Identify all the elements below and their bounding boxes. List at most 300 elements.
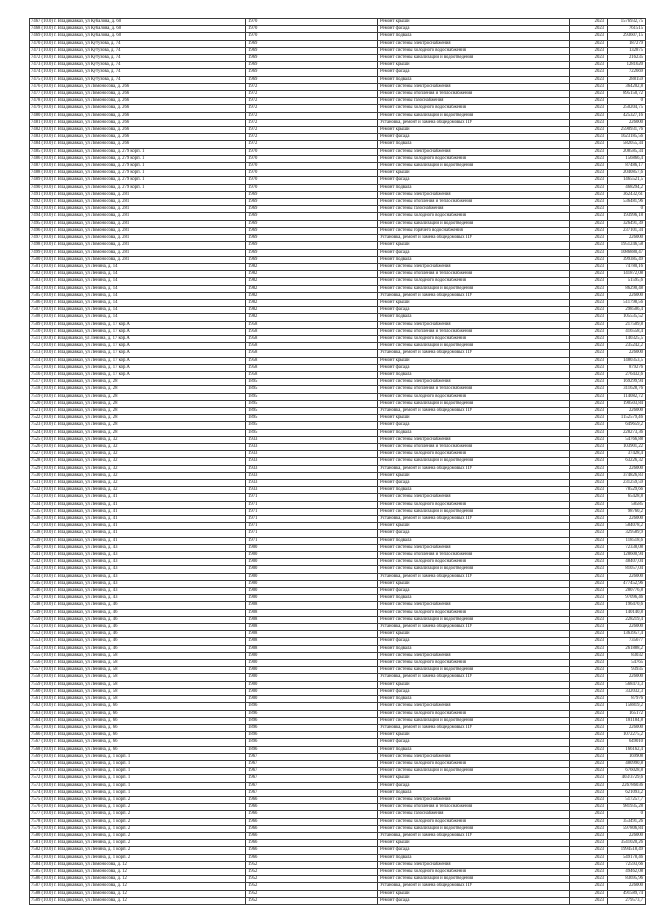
cost-cell: 165172 [608, 710, 646, 717]
work-type-cell: Ремонт фасада [378, 688, 570, 695]
work-type-cell: Ремонт крыши [378, 62, 570, 69]
table-row [30, 170, 646, 177]
build-year-cell: 1900 [246, 595, 378, 602]
work-type-cell: Ремонт фасада [378, 739, 570, 746]
table-row [30, 566, 646, 573]
build-year-cell: 1972 [246, 105, 378, 112]
build-year-cell: 1982 [246, 292, 378, 299]
work-type-cell: Ремонт системы канализации и водоотведения [378, 400, 570, 407]
cost-cell: 226000 [608, 292, 646, 299]
build-year-cell: 1969 [246, 256, 378, 263]
address-cell: 7588 (10.0) г. Владикавказ, ул Ломоносова, д. 12 [30, 890, 246, 897]
plan-year-cell: 2023 [570, 83, 608, 90]
cost-cell: 226000 [608, 832, 646, 839]
work-type-cell: Установка, ремонт и замена общедомовых ПУ [378, 516, 570, 523]
address-cell: 7489 (10.0) г. Владикавказ, ул Ломоносова, д. 279 корп. 1 [30, 177, 246, 184]
cost-cell: 568473,3 [608, 681, 646, 688]
work-type-cell: Ремонт системы электроснабжения [378, 436, 570, 443]
address-cell: 7471 (10.0) г. Владикавказ, ул Кутузова, д. 74 [30, 47, 246, 54]
address-cell: 7573 (10.0) г. Владикавказ, ул Ленина, д. 1 корп. 1 [30, 782, 246, 789]
plan-year-cell: 2023 [570, 660, 608, 667]
build-year-cell: 1958 [246, 321, 378, 328]
work-type-cell: Установка, ремонт и замена общедомовых ПУ [378, 883, 570, 890]
plan-year-cell: 2023 [570, 55, 608, 62]
work-type-cell: Ремонт системы холодного водоснабжения [378, 47, 570, 54]
table-row [30, 343, 646, 350]
table-row [30, 652, 646, 659]
cost-cell: 1951246,58 [608, 242, 646, 249]
work-type-cell: Ремонт системы электроснабжения [378, 602, 570, 609]
plan-year-cell: 2023 [570, 285, 608, 292]
work-type-cell: Ремонт фасада [378, 422, 570, 429]
work-type-cell: Ремонт крыши [378, 415, 570, 422]
table-row [30, 393, 646, 400]
cost-cell: 93935 [608, 667, 646, 674]
cost-cell: 81057,04 [608, 566, 646, 573]
build-year-cell: 1952 [246, 876, 378, 883]
work-type-cell: Ремонт крыши [378, 19, 570, 26]
work-type-cell: Ремонт подвала [378, 141, 570, 148]
address-cell: 7494 (10.0) г. Владикавказ, ул Ломоносова, д. 281 [30, 213, 246, 220]
work-type-cell: Ремонт системы канализации и водоотведения [378, 876, 570, 883]
build-year-cell: 1958 [246, 335, 378, 342]
build-year-cell: 1958 [246, 343, 378, 350]
address-cell: 7589 (10.0) г. Владикавказ, ул Ломоносова, д. 12 [30, 897, 246, 904]
plan-year-cell: 2023 [570, 314, 608, 321]
work-type-cell: Ремонт фасада [378, 897, 570, 904]
table-row [30, 660, 646, 667]
cost-cell: 87976 [608, 696, 646, 703]
table-row [30, 883, 646, 890]
table-row [30, 177, 646, 184]
table-row [30, 191, 646, 198]
plan-year-cell: 2023 [570, 645, 608, 652]
address-cell: 7551 (10.0) г. Владикавказ, ул Ленина, д. 46 [30, 624, 246, 631]
work-type-cell: Ремонт крыши [378, 299, 570, 306]
work-type-cell: Ремонт фасада [378, 480, 570, 487]
plan-year-cell: 2023 [570, 386, 608, 393]
cost-cell: 226000 [608, 674, 646, 681]
work-type-cell: Ремонт системы холодного водоснабжения [378, 451, 570, 458]
address-cell: 7486 (10.0) г. Владикавказ, ул Ломоносова, д. 279 корп. 1 [30, 155, 246, 162]
address-cell: 7553 (10.0) г. Владикавказ, ул Ленина, д. 46 [30, 638, 246, 645]
plan-year-cell: 2023 [570, 407, 608, 414]
build-year-cell: 1896 [246, 732, 378, 739]
plan-year-cell: 2023 [570, 631, 608, 638]
work-type-cell: Ремонт подвала [378, 487, 570, 494]
address-cell: 7547 (10.0) г. Владикавказ, ул Ленина, д. 43 [30, 595, 246, 602]
work-type-cell: Ремонт фасада [378, 134, 570, 141]
address-cell: 7549 (10.0) г. Владикавказ, ул Ленина, д. 46 [30, 609, 246, 616]
table-row [30, 768, 646, 775]
plan-year-cell: 2023 [570, 681, 608, 688]
work-type-cell: Установка, ремонт и замена общедомовых ПУ [378, 573, 570, 580]
address-cell: 7506 (10.0) г. Владикавказ, ул Ленина, д. 14 [30, 299, 246, 306]
table-row [30, 357, 646, 364]
cost-cell: 261888,2 [608, 645, 646, 652]
build-year-cell: 1900 [246, 660, 378, 667]
cost-cell: 879276 [608, 364, 646, 371]
build-year-cell: 1896 [246, 746, 378, 753]
plan-year-cell: 2023 [570, 429, 608, 436]
build-year-cell: 1982 [246, 307, 378, 314]
work-type-cell: Ремонт системы газоснабжения [378, 206, 570, 213]
plan-year-cell: 2023 [570, 62, 608, 69]
address-cell: 7476 (10.0) г. Владикавказ, ул Ломоносова, д. 266 [30, 83, 246, 90]
address-cell: 7574 (10.0) г. Владикавказ, ул Ленина, д. 1 корп. 1 [30, 789, 246, 796]
build-year-cell: 1933 [246, 458, 378, 465]
plan-year-cell: 2023 [570, 710, 608, 717]
address-cell: 7480 (10.0) г. Владикавказ, ул Ломоносова, д. 266 [30, 112, 246, 119]
address-cell: 7528 (10.0) г. Владикавказ, ул Ленина, д. 32 [30, 458, 246, 465]
table-row [30, 559, 646, 566]
plan-year-cell: 2023 [570, 732, 608, 739]
build-year-cell: 1982 [246, 271, 378, 278]
table-row [30, 249, 646, 256]
build-year-cell: 1967 [246, 789, 378, 796]
address-cell: 7563 (10.0) г. Владикавказ, ул Ленина, д. 66 [30, 710, 246, 717]
address-cell: 7565 (10.0) г. Владикавказ, ул Ленина, д. 66 [30, 724, 246, 731]
build-year-cell: 1900 [246, 681, 378, 688]
work-type-cell: Ремонт системы канализации и водоотведения [378, 458, 570, 465]
address-cell: 7536 (10.0) г. Владикавказ, ул Ленина, д. 41 [30, 516, 246, 523]
table-row [30, 573, 646, 580]
build-year-cell: 1966 [246, 832, 378, 839]
plan-year-cell: 2023 [570, 638, 608, 645]
build-year-cell: 1972 [246, 127, 378, 134]
build-year-cell: 1970 [246, 163, 378, 170]
table-row [30, 631, 646, 638]
table-row [30, 544, 646, 551]
plan-year-cell: 2023 [570, 724, 608, 731]
cost-cell: 1363957,4 [608, 631, 646, 638]
work-type-cell: Ремонт крыши [378, 681, 570, 688]
plan-year-cell: 2023 [570, 472, 608, 479]
table-row [30, 371, 646, 378]
address-cell: 7481 (10.0) г. Владикавказ, ул Ломоносова, д. 266 [30, 119, 246, 126]
cost-cell: 276432,6 [608, 371, 646, 378]
table-row [30, 386, 646, 393]
plan-year-cell: 2023 [570, 40, 608, 47]
table-row [30, 602, 646, 609]
plan-year-cell: 2023 [570, 566, 608, 573]
plan-year-cell: 2023 [570, 861, 608, 868]
plan-year-cell: 2023 [570, 688, 608, 695]
work-type-cell: Ремонт системы холодного водоснабжения [378, 660, 570, 667]
build-year-cell: 1972 [246, 98, 378, 105]
work-type-cell: Ремонт системы канализации и водоотведения [378, 112, 570, 119]
repair-program-table [29, 18, 646, 905]
address-cell: 7532 (10.0) г. Владикавказ, ул Ленина, д. 32 [30, 487, 246, 494]
cost-cell: 584078,2 [608, 523, 646, 530]
build-year-cell: 1933 [246, 480, 378, 487]
build-year-cell: 1958 [246, 364, 378, 371]
address-cell: 7491 (10.0) г. Владикавказ, ул Ломоносова, д. 281 [30, 191, 246, 198]
plan-year-cell: 2023 [570, 242, 608, 249]
cost-cell: 399385,49 [608, 256, 646, 263]
cost-cell: 1086880,47 [608, 249, 646, 256]
build-year-cell: 1970 [246, 33, 378, 40]
cost-cell: 981935,28 [608, 804, 646, 811]
address-cell: 7552 (10.0) г. Владикавказ, ул Ленина, д. 46 [30, 631, 246, 638]
address-cell: 7469 (10.0) г. Владикавказ, ул Кубалова, д. 60 [30, 33, 246, 40]
table-row [30, 400, 646, 407]
address-cell: 7585 (10.0) г. Владикавказ, ул Ломоносова, д. 12 [30, 868, 246, 875]
table-row [30, 523, 646, 530]
table-row [30, 307, 646, 314]
cost-cell: 226786036 [608, 782, 646, 789]
cost-cell: 298506,4 [608, 307, 646, 314]
table-row [30, 184, 646, 191]
address-cell: 7511 (10.0) г. Владикавказ, ул Ленина, д. 17 кор.А [30, 335, 246, 342]
plan-year-cell: 2023 [570, 170, 608, 177]
table-row [30, 595, 646, 602]
build-year-cell: 1896 [246, 724, 378, 731]
table-row [30, 458, 646, 465]
plan-year-cell: 2023 [570, 307, 608, 314]
plan-year-cell: 2023 [570, 371, 608, 378]
table-row [30, 717, 646, 724]
address-cell: 7479 (10.0) г. Владикавказ, ул Ломоносова, д. 266 [30, 105, 246, 112]
work-type-cell: Ремонт подвала [378, 595, 570, 602]
build-year-cell: 1933 [246, 443, 378, 450]
build-year-cell: 1969 [246, 249, 378, 256]
work-type-cell: Ремонт фасада [378, 26, 570, 33]
table-row [30, 804, 646, 811]
address-cell: 7485 (10.0) г. Владикавказ, ул Ломоносова, д. 279 корп. 1 [30, 148, 246, 155]
build-year-cell: 1896 [246, 703, 378, 710]
table-row [30, 638, 646, 645]
build-year-cell: 1908 [246, 624, 378, 631]
plan-year-cell: 2023 [570, 487, 608, 494]
address-cell: 7539 (10.0) г. Владикавказ, ул Ленина, д. 41 [30, 537, 246, 544]
build-year-cell: 1969 [246, 76, 378, 83]
build-year-cell: 1895 [246, 422, 378, 429]
cost-cell: 722669 [608, 69, 646, 76]
table-row [30, 775, 646, 782]
cost-cell: 128600,94 [608, 552, 646, 559]
address-cell: 7502 (10.0) г. Владикавказ, ул Ленина, д. 14 [30, 271, 246, 278]
cost-cell: 72593,66 [608, 861, 646, 868]
plan-year-cell: 2023 [570, 199, 608, 206]
table-row [30, 163, 646, 170]
build-year-cell: 1895 [246, 415, 378, 422]
cost-cell: 114082,72 [608, 393, 646, 400]
cost-cell: 468294,2 [608, 184, 646, 191]
build-year-cell: 1933 [246, 451, 378, 458]
build-year-cell: 1969 [246, 40, 378, 47]
table-row [30, 494, 646, 501]
cost-cell: 582055,34 [608, 141, 646, 148]
build-year-cell: 1933 [246, 487, 378, 494]
cost-cell: 3541020,26 [608, 840, 646, 847]
cost-cell: 362432,61 [608, 191, 646, 198]
cost-cell: 226000 [608, 624, 646, 631]
table-row [30, 321, 646, 328]
build-year-cell: 1982 [246, 299, 378, 306]
work-type-cell: Установка, ремонт и замена общедомовых ПУ [378, 832, 570, 839]
table-row [30, 588, 646, 595]
plan-year-cell: 2023 [570, 868, 608, 875]
build-year-cell: 1895 [246, 386, 378, 393]
address-cell: 7586 (10.0) г. Владикавказ, ул Ломоносова, д. 12 [30, 876, 246, 883]
build-year-cell: 1966 [246, 804, 378, 811]
cost-cell: 103901,22 [608, 443, 646, 450]
address-cell: 7582 (10.0) г. Владикавказ, ул Ленина, д. 1 корп. 2 [30, 847, 246, 854]
build-year-cell: 1900 [246, 559, 378, 566]
build-year-cell: 1900 [246, 688, 378, 695]
table-row [30, 55, 646, 62]
table-row [30, 278, 646, 285]
cost-cell: 226000 [608, 724, 646, 731]
address-cell: 7587 (10.0) г. Владикавказ, ул Ломоносова, д. 12 [30, 883, 246, 890]
address-cell: 7554 (10.0) г. Владикавказ, ул Ленина, д. 46 [30, 645, 246, 652]
cost-cell: 491589,74 [608, 890, 646, 897]
work-type-cell: Ремонт фасада [378, 638, 570, 645]
address-cell: 7546 (10.0) г. Владикавказ, ул Ленина, д. 43 [30, 588, 246, 595]
address-cell: 7567 (10.0) г. Владикавказ, ул Ленина, д. 66 [30, 739, 246, 746]
work-type-cell: Ремонт системы газоснабжения [378, 811, 570, 818]
build-year-cell: 1933 [246, 472, 378, 479]
cost-cell: 158819,2 [608, 703, 646, 710]
table-row [30, 263, 646, 270]
work-type-cell: Ремонт подвала [378, 429, 570, 436]
cost-cell: 78529,66 [608, 487, 646, 494]
build-year-cell: 1908 [246, 631, 378, 638]
address-cell: 7558 (10.0) г. Владикавказ, ул Ленина, д. 58 [30, 674, 246, 681]
cost-cell: 311628,76 [608, 386, 646, 393]
table-row [30, 328, 646, 335]
build-year-cell: 1908 [246, 616, 378, 623]
plan-year-cell: 2023 [570, 840, 608, 847]
plan-year-cell: 2023 [570, 155, 608, 162]
work-type-cell: Ремонт системы канализации и водоотведения [378, 508, 570, 515]
plan-year-cell: 2023 [570, 335, 608, 342]
address-cell: 7557 (10.0) г. Владикавказ, ул Ленина, д. 58 [30, 667, 246, 674]
build-year-cell: 1970 [246, 19, 378, 26]
address-cell: 7564 (10.0) г. Владикавказ, ул Ленина, д. 66 [30, 717, 246, 724]
cost-cell: 250204,75 [608, 105, 646, 112]
build-year-cell: 1908 [246, 609, 378, 616]
build-year-cell: 1966 [246, 818, 378, 825]
build-year-cell: 1970 [246, 26, 378, 33]
address-cell: 7492 (10.0) г. Владикавказ, ул Ломоносова, д. 281 [30, 199, 246, 206]
table-row [30, 876, 646, 883]
cost-cell: 2590931,76 [608, 127, 646, 134]
cost-cell: 0 [608, 98, 646, 105]
plan-year-cell: 2023 [570, 206, 608, 213]
plan-year-cell: 2023 [570, 357, 608, 364]
address-cell: 7555 (10.0) г. Владикавказ, ул Ленина, д. 58 [30, 652, 246, 659]
plan-year-cell: 2023 [570, 127, 608, 134]
work-type-cell: Ремонт системы канализации и водоотведения [378, 566, 570, 573]
cost-cell: 98760,2 [608, 508, 646, 515]
work-type-cell: Установка, ремонт и замена общедомовых ПУ [378, 350, 570, 357]
cost-cell: 403/3729,6 [608, 775, 646, 782]
table-row [30, 667, 646, 674]
plan-year-cell: 2023 [570, 847, 608, 854]
address-cell: 7524 (10.0) г. Владикавказ, ул Ленина, д. 28 [30, 429, 246, 436]
plan-year-cell: 2023 [570, 811, 608, 818]
cost-cell: 83695,96 [608, 876, 646, 883]
plan-year-cell: 2023 [570, 753, 608, 760]
cost-cell: 1465521,5 [608, 177, 646, 184]
work-type-cell: Ремонт системы канализации и водоотведения [378, 717, 570, 724]
table-row [30, 645, 646, 652]
build-year-cell: 1967 [246, 768, 378, 775]
work-type-cell: Ремонт крыши [378, 890, 570, 897]
address-cell: 7478 (10.0) г. Владикавказ, ул Ломоносова, д. 266 [30, 98, 246, 105]
address-cell: 7584 (10.0) г. Владикавказ, ул Ломоносова, д. 12 [30, 861, 246, 868]
work-type-cell: Ремонт системы канализации и водоотведения [378, 285, 570, 292]
work-type-cell: Установка, ремонт и замена общедомовых ПУ [378, 465, 570, 472]
address-cell: 7525 (10.0) г. Владикавказ, ул Ленина, д. 32 [30, 436, 246, 443]
document-sheet [29, 18, 643, 905]
table-row [30, 379, 646, 386]
table-row [30, 19, 646, 26]
work-type-cell: Ремонт крыши [378, 127, 570, 134]
work-type-cell: Ремонт фасада [378, 847, 570, 854]
address-cell: 7482 (10.0) г. Владикавказ, ул Ломоносова, д. 266 [30, 127, 246, 134]
table-row [30, 710, 646, 717]
build-year-cell: 1966 [246, 825, 378, 832]
work-type-cell: Ремонт системы отопления и теплоснабжения [378, 328, 570, 335]
table-row [30, 674, 646, 681]
table-row [30, 40, 646, 47]
cost-cell: 63226,32 [608, 458, 646, 465]
build-year-cell: 1982 [246, 278, 378, 285]
address-cell: 7483 (10.0) г. Владикавказ, ул Ломоносова, д. 266 [30, 134, 246, 141]
address-cell: 7560 (10.0) г. Владикавказ, ул Ленина, д. 58 [30, 688, 246, 695]
table-row [30, 436, 646, 443]
table-row [30, 26, 646, 33]
address-cell: 7572 (10.0) г. Владикавказ, ул Ленина, д. 1 корп. 1 [30, 775, 246, 782]
build-year-cell: 1900 [246, 552, 378, 559]
table-row [30, 91, 646, 98]
work-type-cell: Ремонт системы электроснабжения [378, 263, 570, 270]
work-type-cell: Ремонт крыши [378, 840, 570, 847]
build-year-cell: 1958 [246, 350, 378, 357]
cost-cell: 208585,34 [608, 148, 646, 155]
build-year-cell: 1908 [246, 645, 378, 652]
cost-cell: 477452,96 [608, 580, 646, 587]
build-year-cell: 1970 [246, 148, 378, 155]
plan-year-cell: 2023 [570, 552, 608, 559]
plan-year-cell: 2023 [570, 76, 608, 83]
address-cell: 7523 (10.0) г. Владикавказ, ул Ленина, д. 28 [30, 422, 246, 429]
plan-year-cell: 2023 [570, 458, 608, 465]
build-year-cell: 1895 [246, 429, 378, 436]
table-row [30, 227, 646, 234]
cost-cell: 1576932,75 [608, 19, 646, 26]
table-row [30, 422, 646, 429]
table-row [30, 98, 646, 105]
build-year-cell: 1966 [246, 811, 378, 818]
plan-year-cell: 2023 [570, 263, 608, 270]
work-type-cell: Ремонт крыши [378, 631, 570, 638]
table-row [30, 732, 646, 739]
table-row [30, 148, 646, 155]
cost-cell: 374826,83 [608, 472, 646, 479]
plan-year-cell: 2023 [570, 33, 608, 40]
plan-year-cell: 2023 [570, 235, 608, 242]
cost-cell: 132875 [608, 47, 646, 54]
work-type-cell: Ремонт системы канализации и водоотведения [378, 55, 570, 62]
cost-cell: 480990,8 [608, 760, 646, 767]
address-cell: 7518 (10.0) г. Владикавказ, ул Ленина, д. 28 [30, 386, 246, 393]
build-year-cell: 1972 [246, 112, 378, 119]
table-row [30, 868, 646, 875]
